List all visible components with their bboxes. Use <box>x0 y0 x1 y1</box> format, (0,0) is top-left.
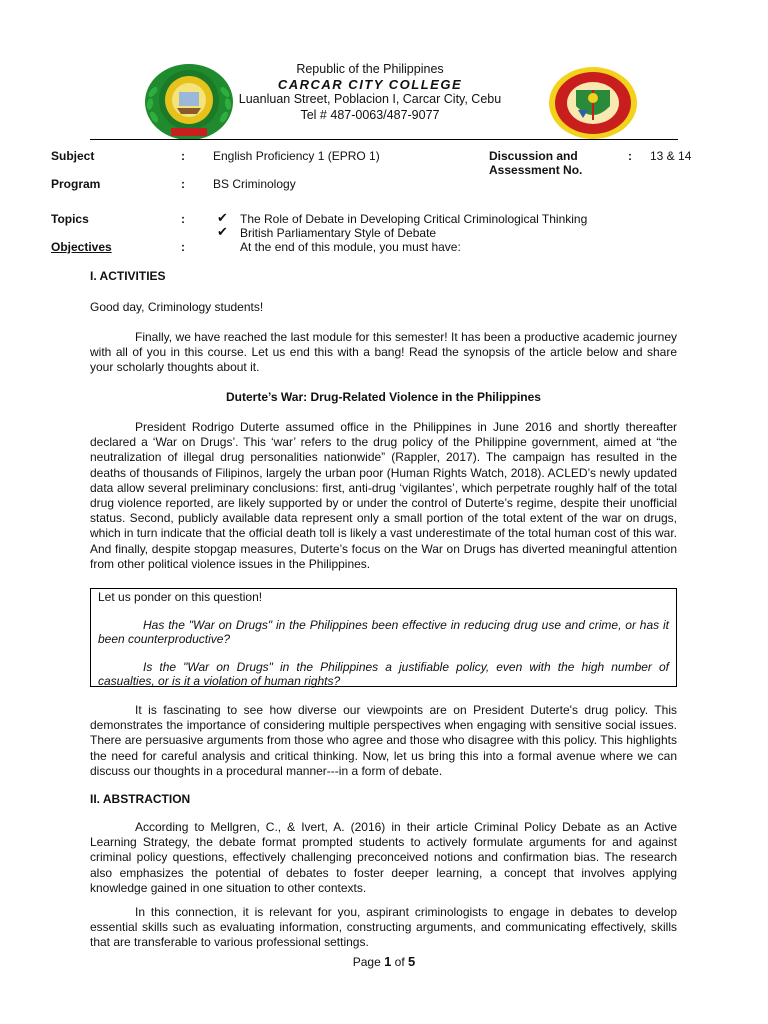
colon: : <box>181 240 185 254</box>
topic-item: British Parliamentary Style of Debate <box>240 226 437 240</box>
article-body: President Rodrigo Duterte assumed office in the Philippines in June 2016 and shortly thereafter declared a ‘War on Drugs’. This ‘war’ refers to the drug policy of the Philippine government, aimed at “the neutralization of illegal drug personalities nationwide” (Rappler, 2017). The campaign has resulted in the deaths of thousands of Filipinos, largely the urban poor (Human Rights Watch, 2018). ACLED’s newly updated data allow several preliminary conclusions: first, anti-drug ‘vigilantes’, which perpetrate roughly half of the total drug violence reported, are likely supported by or under the control of Duterte’s regime, despite their unofficial status. Second, publicly available data represent only a small portion of the total extent of the war on drugs, which in turn indicate that the official death toll is likely a vast underestimate of the total human cost of this war. And finally, despite stopgap measures, Duterte’s focus on the War on Drugs has diverted meaningful attention from other political violence issues in the Philippines. <box>90 420 677 571</box>
colon: : <box>181 177 185 191</box>
colon: : <box>181 149 185 163</box>
colon: : <box>628 149 632 163</box>
abstraction-heading: II. ABSTRACTION <box>90 792 191 806</box>
college-name: CARCAR CITY COLLEGE <box>277 77 463 92</box>
header-divider <box>90 139 678 140</box>
objectives-label: Objectives <box>51 240 112 254</box>
page-total: 5 <box>408 954 416 969</box>
question-1: Has the "War on Drugs" in the Philippines been effective in reducing drug use and crime, or has it been counterproductive? <box>98 617 669 646</box>
college-address: Luanluan Street, Poblacion I, Carcar City, Cebu <box>238 92 502 106</box>
abstraction-paragraph-2: In this connection, it is relevant for you, aspirant criminologists to engage in debates to develop essential skills such as evaluating information, constructing arguments, and communicating effectively, skills that are transferable to various professional settings. <box>90 905 677 950</box>
subject-value: English Proficiency 1 (EPRO 1) <box>213 149 380 163</box>
discussion-label-line2: Assessment No. <box>489 163 583 177</box>
question-2: Is the "War on Drugs" in the Philippines a justifiable policy, even with the high number of casualties, or is it a violation of human rights? <box>98 659 669 688</box>
checkmark-icon: ✔ <box>217 224 228 239</box>
abstraction-paragraph-1: According to Mellgren, C., & Ivert, A. (2016) in their article Criminal Policy Debate as an Active Learning Strategy, the debate format prompted students to actively formulate arguments for and against criminal policy questions, effectively challenging preconceived notions and confirmation bias. The research also emphasizes the potential of debates to foster deeper learning, a concept that involves applying knowledge gained in one situation to other contexts. <box>90 820 677 895</box>
republic-line: Republic of the Philippines <box>296 62 444 76</box>
discussion-number: 13 & 14 <box>650 149 692 163</box>
of-word: of <box>394 955 405 969</box>
activities-heading: I. ACTIVITIES <box>90 269 166 283</box>
discussion-label-line1: Discussion and <box>489 149 578 163</box>
greeting: Good day, Criminology students! <box>90 300 264 314</box>
page-number: 1 <box>384 954 392 969</box>
topics-label: Topics <box>51 212 89 226</box>
program-label: Program <box>51 177 101 191</box>
college-telephone: Tel # 487-0063/487-9077 <box>300 108 440 122</box>
article-title: Duterte’s War: Drug-Related Violence in the Philippines <box>226 390 541 404</box>
subject-label: Subject <box>51 149 95 163</box>
topic-item: The Role of Debate in Developing Critical Criminological Thinking <box>240 212 588 226</box>
page-word: Page <box>352 955 381 969</box>
question-box-intro: Let us ponder on this question! <box>98 590 263 604</box>
checkmark-icon: ✔ <box>217 210 228 225</box>
question-box <box>90 588 677 687</box>
city-seal <box>548 66 638 140</box>
page-footer <box>0 954 768 969</box>
reflection-paragraph: It is fascinating to see how diverse our viewpoints are on President Duterte's drug policy. This demonstrates the importance of considering multiple perspectives when engaging with sensitive social issues. There are persuasive arguments from those who agree and those who disagree with this policy. This highlights the need for careful analysis and critical thinking. Now, let us bring this into a formal avenue where we can discuss our thoughts in a procedural manner---in a form of debate. <box>90 703 677 778</box>
intro-paragraph: Finally, we have reached the last module for this semester! It has been a productive academic journey with all of you in this course. Let us end this with a bang! Read the synopsis of the article below and share your scholarly thoughts about it. <box>90 330 677 375</box>
colon: : <box>181 212 185 226</box>
objectives-value: At the end of this module, you must have: <box>240 240 461 254</box>
program-value: BS Criminology <box>213 177 296 191</box>
